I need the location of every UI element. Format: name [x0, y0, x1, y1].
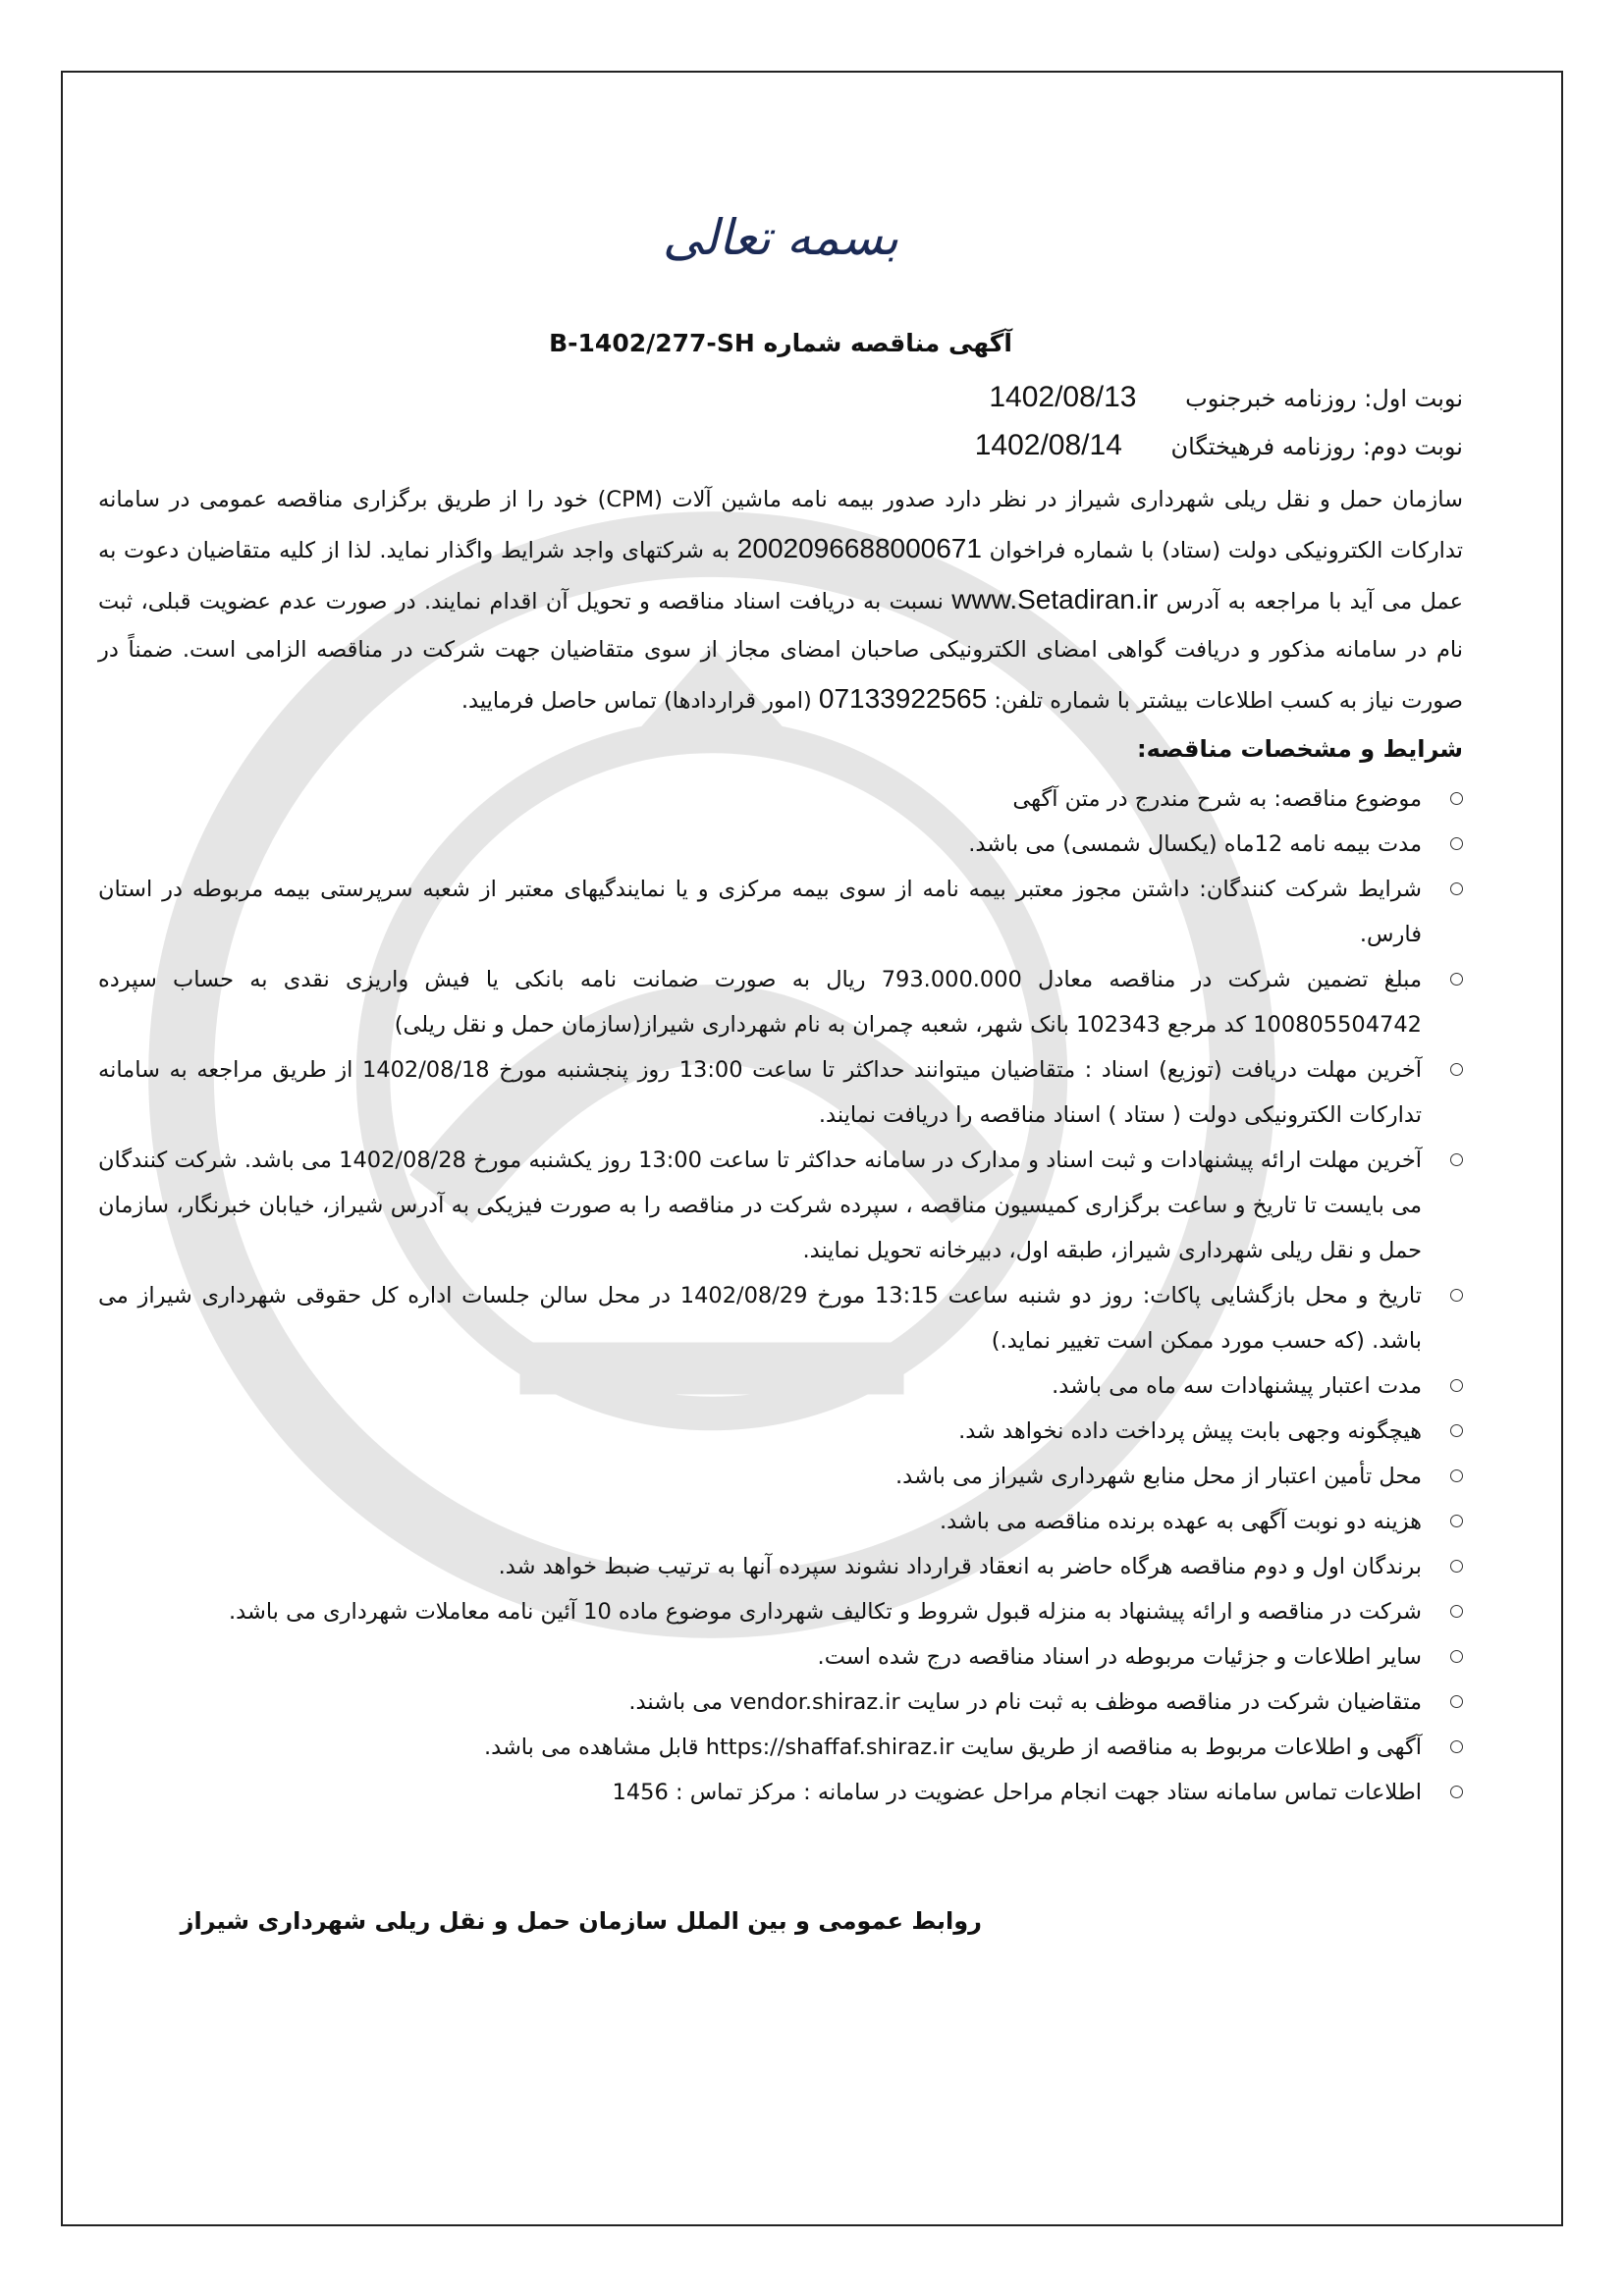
list-item [98, 822, 1463, 867]
list-item [98, 1634, 1463, 1680]
list-item-text: شرایط شرکت کنندگان: داشتن مجوز معتبر بیمه نامه از سوی بیمه مرکزی و یا نمایندگیهای معتبر از شعبه سرپرستی بیمه مربوطه در استان فارس. [98, 877, 1422, 947]
phone-number: 07133922565 [818, 683, 988, 714]
bullet-icon [1450, 1424, 1463, 1437]
list-item [98, 1725, 1463, 1770]
list-item-text: برندگان اول و دوم مناقصه هرگاه حاضر به انعقاد قرارداد نشوند سپرده آنها به ترتیب ضبط خواهد شد. [498, 1554, 1422, 1579]
list-item [98, 957, 1463, 1047]
bullet-icon [1450, 1063, 1463, 1076]
call-number: 2002096688000671 [736, 533, 982, 563]
list-item-text: محل تأمین اعتبار از محل منابع شهرداری شیراز می باشد. [894, 1464, 1422, 1489]
bullet-icon [1450, 1469, 1463, 1482]
intro-text: سازمان حمل و نقل ریلی شهرداری شیراز در نظر دارد صدور بیمه نامه ماشین آلات (CPM) خود را از طریق برگزاری مناقصه عمومی در سامانه تدارکات الکترونیکی دولت (ستاد) با شماره فراخوان [98, 487, 1464, 563]
list-item-text: تاریخ و محل بازگشایی پاکات: روز دو شنبه ساعت 13:15 مورخ 1402/08/29 در محل سالن جلسات اداره کل حقوقی شهرداری شیراز می باشد. (که حسب مورد ممکن است تغییر نماید.) [98, 1283, 1422, 1354]
conditions-heading: شرایط و مشخصات مناقصه: [1137, 735, 1463, 763]
tender-title: آگهی مناقصه شماره B-1402/277-SH [549, 329, 1012, 357]
list-item [98, 1454, 1463, 1499]
list-item-text: سایر اطلاعات و جزئیات مربوطه در اسناد مناقصه درج شده است. [817, 1644, 1422, 1670]
setadiran-link[interactable]: www.Setadiran.ir [951, 584, 1159, 614]
publication-label: نوبت دوم: روزنامه فرهیختگان [1170, 433, 1463, 460]
bullet-icon [1450, 973, 1463, 986]
bullet-icon [1450, 1786, 1463, 1798]
list-item-text: هیچگونه وجهی بابت پیش پرداخت داده نخواهد شد. [958, 1418, 1422, 1444]
publication-date: 1402/08/13 [989, 381, 1137, 413]
intro-text: به شرکتهای واجد شرایط واگذار نماید. لذا از کلیه متقاضیان دعوت به عمل می آید با مراجعه به آدرس [98, 538, 1463, 614]
bullet-icon [1450, 837, 1463, 850]
list-item-text: آخرین مهلت ارائه پیشنهادات و ثبت اسناد و مدارک در سامانه حداکثر تا ساعت 13:00 روز یکشنبه مورخ 1402/08/28 می باشد. شرکت کنندگان می بایست تا تاریخ و ساعت برگزاری کمیسیون مناقصه ، سپرده شرکت در مناقصه را به صورت فیزیکی به آدرس شیراز، خیابان خبرنگار، سازمان حمل و نقل ریلی شهرداری شیراز، طبقه اول، دبیرخانه تحویل نمایند. [98, 1148, 1422, 1263]
bullet-icon [1450, 1650, 1463, 1663]
bullet-icon [1450, 882, 1463, 895]
list-item [98, 1544, 1463, 1589]
bullet-icon [1450, 1740, 1463, 1753]
list-item-text: موضوع مناقصه: به شرح مندرج در متن آگهی [1012, 786, 1422, 812]
intro-paragraph [98, 476, 1463, 725]
bullet-icon [1450, 1560, 1463, 1573]
list-item-text: شرکت در مناقصه و ارائه پیشنهاد به منزله قبول شروط و تکالیف شهرداری موضوع ماده 10 آئین نامه معاملات شهرداری می باشد. [229, 1599, 1422, 1625]
list-item-text: مبلغ تضمین شرکت در مناقصه معادل 793.000.000 ریال به صورت ضمانت نامه بانکی یا فیش واریزی نقدی به حساب سپرده 100805504742 کد مرجع 102343 بانک شهر، شعبه چمران به نام شهرداری شیراز(سازمان حمل و نقل ریلی) [98, 967, 1422, 1038]
list-item [98, 1770, 1463, 1815]
publication-line-2 [98, 422, 1463, 470]
list-item-text: اطلاعات تماس سامانه ستاد جهت انجام مراحل عضویت در سامانه : مرکز تماس : 1456 [612, 1780, 1422, 1805]
publication-line-1 [98, 374, 1463, 422]
bullet-icon [1450, 1379, 1463, 1392]
list-item [98, 1680, 1463, 1725]
publication-date: 1402/08/14 [974, 429, 1122, 461]
intro-text: (امور قراردادها) تماس حاصل فرمایید. [460, 688, 819, 714]
list-item [98, 867, 1463, 957]
list-item-text: متقاضیان شرکت در مناقصه موظف به ثبت نام در سایت vendor.shiraz.ir می باشند. [628, 1689, 1422, 1715]
list-item [98, 1047, 1463, 1138]
bullet-icon [1450, 1289, 1463, 1302]
list-item [98, 1363, 1463, 1409]
list-item [98, 1499, 1463, 1544]
list-item-text: هزینه دو نوبت آگهی به عهده برنده مناقصه می باشد. [939, 1509, 1422, 1534]
bullet-icon [1450, 792, 1463, 805]
intro-text: نسبت به دریافت اسناد مناقصه و تحویل آن اقدام نمایند. در صورت عدم عضویت قبلی، ثبت نام در سامانه مذکور و دریافت گواهی امضای الکترونیکی صاحبان امضای مجاز از سوی متقاضیان جهت شرکت در مناقصه الزامی است. ضمناً در صورت نیاز به کسب اطلاعات بیشتر با شماره تلفن: [98, 589, 1463, 714]
bullet-icon [1450, 1153, 1463, 1166]
list-item [98, 1273, 1463, 1363]
signature-line: روابط عمومی و بین الملل سازمان حمل و نقل ریلی شهرداری شیراز [180, 1907, 982, 1935]
list-item [98, 1589, 1463, 1634]
list-item [98, 1409, 1463, 1454]
conditions-list [98, 776, 1463, 1815]
list-item-text: مدت اعتبار پیشنهادات سه ماه می باشد. [1052, 1373, 1422, 1399]
bullet-icon [1450, 1605, 1463, 1618]
bullet-icon [1450, 1515, 1463, 1527]
list-item [98, 1138, 1463, 1273]
list-item-text: آگهی و اطلاعات مربوط به مناقصه از طریق سایت https://shaffaf.shiraz.ir قابل مشاهده می باشد. [483, 1735, 1422, 1760]
announcement-body [98, 187, 1463, 1941]
basmala-heading: بسمه تعالی [662, 209, 899, 266]
bullet-icon [1450, 1695, 1463, 1708]
list-item-text: آخرین مهلت دریافت (توزیع) اسناد : متقاضیان میتوانند حداکثر تا ساعت 13:00 روز پنجشنبه مورخ 1402/08/18 از طریق مراجعه به سامانه تدارکات الکترونیکی دولت ( ستاد ) اسناد مناقصه را دریافت نمایند. [98, 1057, 1422, 1128]
list-item [98, 776, 1463, 822]
list-item-text: مدت بیمه نامه 12ماه (یکسال شمسی) می باشد. [968, 831, 1422, 857]
publication-label: نوبت اول: روزنامه خبرجنوب [1185, 385, 1463, 412]
